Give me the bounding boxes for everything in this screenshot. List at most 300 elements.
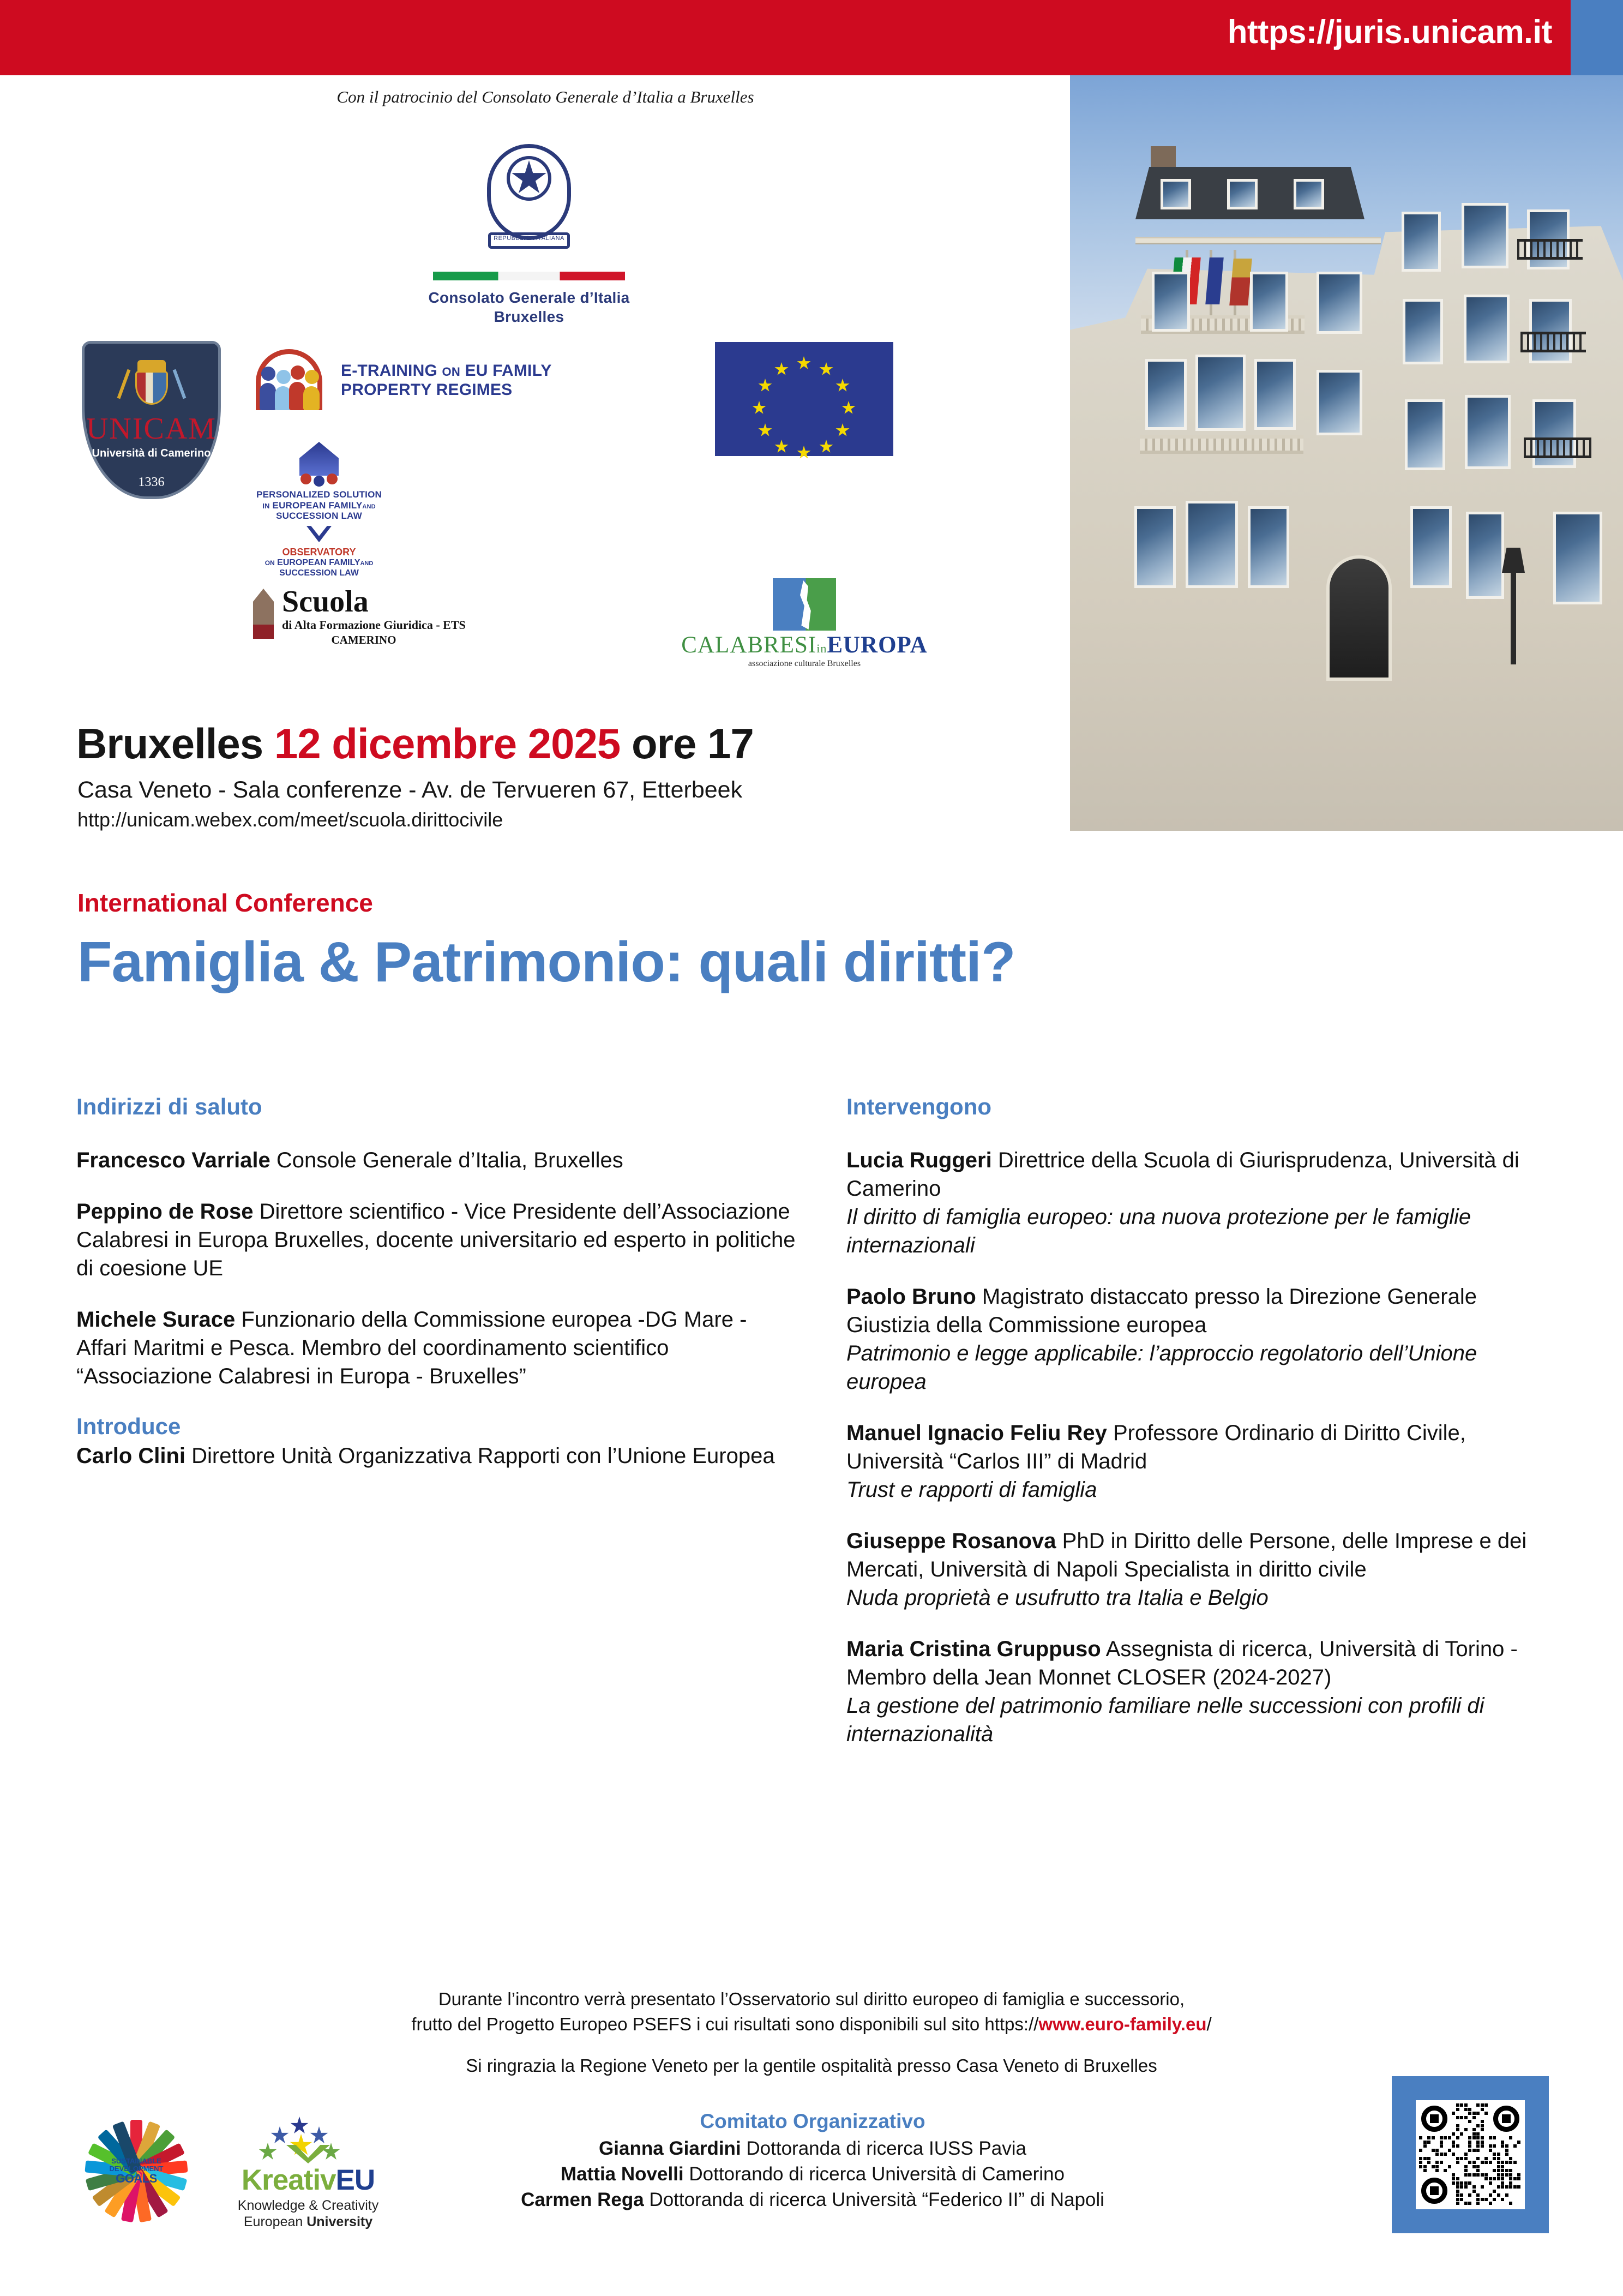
qr-module <box>1505 2144 1508 2148</box>
qr-module <box>1476 2132 1480 2136</box>
qr-module <box>1489 2144 1492 2148</box>
qr-code-icon <box>1416 2100 1525 2209</box>
qr-module <box>1435 2149 1439 2152</box>
qr-module <box>1489 2193 1492 2197</box>
unicam-crest-icon <box>119 360 184 409</box>
greeting-entry <box>76 1305 796 1390</box>
greeting-entry <box>76 1146 796 1174</box>
facade-window <box>1403 299 1443 364</box>
qr-module <box>1501 2198 1504 2201</box>
qr-module <box>1456 2103 1459 2107</box>
qr-module <box>1481 2120 1484 2123</box>
qr-module <box>1472 2132 1476 2136</box>
scuola-word: Scuola <box>282 585 369 619</box>
qr-module <box>1517 2185 1520 2189</box>
qr-module <box>1484 2161 1488 2164</box>
dormer-window <box>1227 179 1258 209</box>
speaker-name: Giuseppe Rosanova <box>846 1529 1056 1553</box>
qr-module <box>1468 2108 1471 2111</box>
qr-module <box>1517 2177 1520 2180</box>
qr-module <box>1476 2169 1480 2172</box>
qr-module <box>1513 2161 1517 2164</box>
event-time: ore 17 <box>631 720 754 768</box>
qr-module <box>1489 2202 1492 2205</box>
qr-module <box>1464 2108 1468 2111</box>
qr-module <box>1435 2161 1439 2164</box>
speaker-entry <box>846 1527 1555 1612</box>
qr-module <box>1481 2124 1484 2127</box>
italian-republic-emblem-icon <box>483 136 575 262</box>
qr-module <box>1493 2190 1496 2193</box>
speaker-entry <box>846 1419 1555 1504</box>
qr-module <box>1505 2193 1508 2197</box>
observatory-note <box>130 1987 1493 2036</box>
qr-module <box>1452 2153 1455 2156</box>
qr-module <box>1472 2136 1476 2139</box>
committee-member <box>327 2187 1298 2213</box>
balustrade <box>1140 435 1303 454</box>
qr-module <box>1452 2177 1455 2180</box>
qr-module <box>1452 2144 1455 2148</box>
qr-module <box>1476 2136 1480 2139</box>
qr-module <box>1440 2153 1443 2156</box>
committee-member-name: Carmen Rega <box>521 2189 644 2210</box>
qr-module <box>1476 2103 1480 2107</box>
facade-window <box>1529 299 1572 363</box>
qr-module <box>1423 2157 1427 2160</box>
qr-module <box>1481 2136 1484 2139</box>
qr-module <box>1501 2141 1504 2144</box>
speaker-entry <box>846 1635 1555 1748</box>
qr-module <box>1509 2202 1512 2205</box>
italian-tricolore-icon <box>433 272 625 280</box>
qr-module <box>1464 2185 1468 2189</box>
qr-module <box>1509 2181 1512 2185</box>
event-date: 12 dicembre 2025 <box>274 720 621 768</box>
qr-module <box>1468 2112 1471 2115</box>
facade-window <box>1465 395 1511 469</box>
speaker-role: Console Generale d’Italia, Bruxelles <box>270 1148 623 1172</box>
qr-module <box>1444 2136 1447 2139</box>
speaker-name: Peppino de Rose <box>76 1200 254 1224</box>
people-icon <box>297 473 341 485</box>
qr-module <box>1493 2157 1496 2160</box>
qr-module <box>1440 2144 1443 2148</box>
qr-module <box>1448 2165 1451 2168</box>
qr-module <box>1493 2153 1496 2156</box>
qr-module <box>1464 2157 1468 2160</box>
qr-module <box>1456 2116 1459 2119</box>
speakers-heading: Intervengono <box>846 1094 992 1119</box>
qr-module <box>1497 2193 1500 2197</box>
introduce-entry <box>76 1442 796 1470</box>
scuola-subtitle: di Alta Formazione Giuridica - ETS <box>282 618 466 632</box>
speaker-talk-title: Patrimonio e legge applicabile: l’approccio regolatorio dell’Unione europea <box>846 1341 1477 1394</box>
greeting-entry <box>76 1197 796 1282</box>
speaker-talk-title: La gestione del patrimonio familiare nelle successioni con profili di internazionalità <box>846 1694 1484 1746</box>
building-entrance-door <box>1326 555 1392 681</box>
speaker-name: Lucia Ruggeri <box>846 1148 992 1172</box>
qr-module <box>1481 2144 1484 2148</box>
qr-module <box>1456 2202 1459 2205</box>
observatory-line1-c: AND <box>360 560 374 567</box>
qr-module <box>1452 2132 1455 2136</box>
qr-module <box>1497 2173 1500 2177</box>
emblem-ribbon-text: REPUBBLICA ITALIANA <box>494 235 564 242</box>
etraining-logo <box>248 348 717 419</box>
speaker-talk-title: Trust e rapporti di famiglia <box>846 1478 1097 1502</box>
committee-member-role: Dottorando di ricerca Università di Camerino <box>683 2163 1065 2185</box>
iron-balcony <box>1517 239 1583 260</box>
chevron-down-icon <box>306 526 332 542</box>
unicam-logo <box>82 341 221 499</box>
qr-module <box>1468 2136 1471 2139</box>
qr-module <box>1456 2181 1459 2185</box>
facade-window <box>1553 512 1602 604</box>
qr-module <box>1448 2149 1451 2152</box>
qr-module <box>1435 2169 1439 2172</box>
calabresi-word1: CALABRESI <box>681 632 817 658</box>
qr-module <box>1472 2161 1476 2164</box>
qr-module <box>1456 2136 1459 2139</box>
facade-window <box>1254 359 1296 430</box>
event-dateline <box>76 719 1053 769</box>
qr-module <box>1489 2161 1492 2164</box>
psefs-line1: PERSONALIZED SOLUTION <box>256 489 382 500</box>
qr-module <box>1456 2193 1459 2197</box>
facade-window <box>1462 203 1508 268</box>
sdg-wheel-logo <box>82 2117 191 2226</box>
qr-module <box>1423 2165 1427 2168</box>
qr-module <box>1460 2116 1463 2119</box>
qr-module <box>1497 2185 1500 2189</box>
qr-module <box>1456 2128 1459 2131</box>
qr-module <box>1476 2141 1480 2144</box>
observatory-line2: SUCCESSION LAW <box>279 568 359 578</box>
qr-module <box>1509 2173 1512 2177</box>
speakers-column <box>846 1094 1555 1771</box>
qr-module <box>1472 2112 1476 2115</box>
kreativeu-name-b: EU <box>335 2164 375 2196</box>
speaker-role: PhD in Diritto delle Persone, delle Imprese e dei Mercati, Università di Napoli Specialista in diritto civile <box>846 1529 1527 1581</box>
qr-module <box>1464 2165 1468 2168</box>
speaker-role: Magistrato distaccato presso la Direzione Generale Giustizia della Commissione europea <box>846 1285 1477 1337</box>
speaker-name: Michele Surace <box>76 1308 236 1332</box>
event-city: Bruxelles <box>76 720 263 768</box>
qr-module <box>1452 2141 1455 2144</box>
speaker-role: Direttore scientifico - Vice Presidente dell’Associazione Calabresi in Europa Bruxelles, docente universitario ed esperto in politiche di coesione UE <box>76 1200 796 1280</box>
qr-module <box>1476 2149 1480 2152</box>
qr-module <box>1476 2157 1480 2160</box>
qr-module <box>1476 2173 1480 2177</box>
event-venue: Casa Veneto - Sala conferenze - Av. de Tervueren 67, Etterbeek <box>77 777 743 803</box>
qr-module <box>1481 2141 1484 2144</box>
qr-module <box>1464 2116 1468 2119</box>
cornice <box>1135 237 1381 244</box>
dormer-window <box>1161 179 1191 209</box>
qr-module <box>1427 2157 1430 2160</box>
arch-icon <box>248 589 279 639</box>
qr-module <box>1468 2173 1471 2177</box>
qr-module <box>1435 2165 1439 2168</box>
facade-window <box>1317 272 1362 334</box>
qr-module <box>1468 2144 1471 2148</box>
speaker-role: Professore Ordinario di Diritto Civile, Università “Carlos III” di Madrid <box>846 1421 1466 1473</box>
qr-module <box>1493 2144 1496 2148</box>
kreativeu-sub2-b: University <box>306 2214 373 2229</box>
qr-module <box>1481 2185 1484 2189</box>
committee-heading: Comitato Organizzativo <box>700 2110 925 2132</box>
qr-module <box>1501 2169 1504 2172</box>
qr-module <box>1472 2185 1476 2189</box>
etraining-label-a: E-TRAINING <box>341 362 437 380</box>
speaker-talk-title: Il diritto di famiglia europeo: una nuova protezione per le famiglie internazionali <box>846 1205 1471 1257</box>
qr-module <box>1501 2173 1504 2177</box>
kreativeu-logo <box>218 2117 398 2230</box>
speaker-name: Carlo Clini <box>76 1444 186 1468</box>
facade-window <box>1402 212 1441 272</box>
kreativeu-sub1: Knowledge & Creativity <box>237 2198 379 2213</box>
qr-module <box>1505 2185 1508 2189</box>
qr-module <box>1497 2169 1500 2172</box>
facade-window <box>1134 506 1176 588</box>
qr-module <box>1468 2149 1471 2152</box>
qr-module <box>1464 2153 1468 2156</box>
calabresi-subtitle: associazione culturale Bruxelles <box>748 659 861 668</box>
qr-module <box>1493 2177 1496 2180</box>
unicam-subtitle: Università di Camerino <box>92 447 211 459</box>
qr-module <box>1501 2177 1504 2180</box>
committee-member-name: Mattia Novelli <box>561 2163 684 2185</box>
qr-module <box>1452 2112 1455 2115</box>
qr-module <box>1484 2103 1488 2107</box>
facade-window <box>1410 506 1452 588</box>
qr-module <box>1497 2161 1500 2164</box>
unicam-name: UNICAM <box>86 412 217 446</box>
qr-module <box>1444 2169 1447 2172</box>
qr-module <box>1456 2185 1459 2189</box>
qr-module <box>1489 2177 1492 2180</box>
qr-module <box>1456 2198 1459 2201</box>
facade-window <box>1317 370 1362 435</box>
speaker-role: Funzionario della Commissione europea -DG Mare - Affari Maritmi e Pesca. Membro del coordinamento scientifico “Associazione Calabresi in Europa - Bruxelles” <box>76 1308 747 1388</box>
committee-member-role: Dottoranda di ricerca IUSS Pavia <box>741 2138 1026 2159</box>
consolato-line2: Bruxelles <box>494 308 564 325</box>
qr-code-box[interactable] <box>1392 2076 1549 2233</box>
consolato-line1: Consolato Generale d’Italia <box>428 289 630 306</box>
qr-module <box>1419 2157 1422 2160</box>
qr-module <box>1419 2161 1422 2164</box>
qr-module <box>1472 2173 1476 2177</box>
qr-module <box>1497 2153 1500 2156</box>
qr-module <box>1460 2157 1463 2160</box>
qr-module <box>1481 2173 1484 2177</box>
qr-module <box>1427 2141 1430 2144</box>
qr-module <box>1501 2181 1504 2185</box>
qr-module <box>1472 2128 1476 2131</box>
sdg-label <box>106 2157 166 2185</box>
speaker-name: Manuel Ignacio Feliu Rey <box>846 1421 1107 1445</box>
qr-module <box>1501 2165 1504 2168</box>
qr-module <box>1509 2185 1512 2189</box>
qr-module <box>1481 2103 1484 2107</box>
observatory-line1-a: ON <box>265 559 275 567</box>
qr-module <box>1484 2157 1488 2160</box>
facade-window <box>1464 295 1510 363</box>
speaker-role: Direttrice della Scuola di Giurisprudenza, Università di Camerino <box>846 1148 1519 1201</box>
eu-flag-icon <box>715 342 893 456</box>
qr-module <box>1427 2161 1430 2164</box>
qr-module <box>1497 2165 1500 2168</box>
qr-module <box>1440 2161 1443 2164</box>
qr-module <box>1476 2165 1480 2168</box>
qr-module <box>1448 2136 1451 2139</box>
qr-module <box>1481 2128 1484 2131</box>
observatory-line1-b: EUROPEAN FAMILY <box>277 558 360 568</box>
committee-member <box>327 2162 1298 2187</box>
qr-module <box>1460 2132 1463 2136</box>
committee-member-role: Dottoranda di ricerca Università “Federico II” di Napoli <box>644 2189 1104 2210</box>
qr-module <box>1468 2161 1471 2164</box>
qr-module <box>1493 2198 1496 2201</box>
qr-module <box>1468 2120 1471 2123</box>
committee-member-name: Gianna Giardini <box>599 2138 741 2159</box>
qr-module <box>1432 2165 1435 2168</box>
facade-window <box>1186 501 1238 588</box>
psefs-line2-c: AND <box>362 503 376 510</box>
qr-module <box>1423 2141 1427 2144</box>
greetings-heading: Indirizzi di saluto <box>76 1094 262 1119</box>
psefs-line2-b: EUROPEAN FAMILY <box>272 500 363 511</box>
qr-module <box>1468 2141 1471 2144</box>
consolato-logo <box>414 136 644 326</box>
speaker-entry <box>846 1146 1555 1260</box>
qr-module <box>1505 2153 1508 2156</box>
qr-module <box>1476 2124 1480 2127</box>
qr-module <box>1456 2190 1459 2193</box>
patronage-line: Con il patrocinio del Consolato Generale d’Italia a Bruxelles <box>336 87 754 106</box>
speaker-entry <box>846 1282 1555 1396</box>
iron-balcony <box>1520 332 1586 352</box>
committee-member <box>327 2136 1298 2162</box>
qr-module <box>1509 2161 1512 2164</box>
kreativeu-sub2-a: European <box>243 2214 307 2229</box>
top-red-banner <box>0 0 1623 75</box>
qr-module <box>1481 2108 1484 2111</box>
site-url-link[interactable]: https://juris.unicam.it <box>1227 14 1552 50</box>
qr-module <box>1484 2173 1488 2177</box>
qr-module <box>1517 2141 1520 2144</box>
qr-module <box>1505 2149 1508 2152</box>
qr-module <box>1456 2144 1459 2148</box>
qr-module <box>1464 2181 1468 2185</box>
qr-module <box>1456 2157 1459 2160</box>
calabresi-word2: in <box>816 642 827 655</box>
qr-module <box>1497 2157 1500 2160</box>
qr-module <box>1435 2153 1439 2156</box>
page-title: Famiglia & Patrimonio: quali diritti? <box>77 931 1015 994</box>
etraining-label-b: ON <box>442 365 460 379</box>
event-webex-link[interactable]: http://unicam.webex.com/meet/scuola.dirittocivile <box>77 808 503 831</box>
qr-module <box>1472 2165 1476 2168</box>
observatory-note-line2: frutto del Progetto Europeo PSEFS i cui risultati sono disponibili sul sito https:// <box>411 2013 1039 2034</box>
qr-module <box>1513 2185 1517 2189</box>
qr-module <box>1489 2149 1492 2152</box>
qr-module <box>1509 2177 1512 2180</box>
speaker-name: Paolo Bruno <box>846 1285 976 1309</box>
kreativeu-stars-icon <box>218 2117 398 2162</box>
qr-module <box>1476 2193 1480 2197</box>
qr-module <box>1460 2198 1463 2201</box>
qr-module <box>1419 2165 1422 2168</box>
qr-module <box>1493 2169 1496 2172</box>
unicam-founding-year: 1336 <box>138 475 165 489</box>
sdg-line2: DEVELOPMENT <box>109 2164 164 2173</box>
dormer-window <box>1294 179 1324 209</box>
kreativeu-name-a: Kreativ <box>241 2164 336 2196</box>
qr-module <box>1432 2136 1435 2139</box>
qr-module <box>1513 2144 1517 2148</box>
psefs-line2-a: IN <box>262 501 270 510</box>
speaker-name: Francesco Varriale <box>76 1148 270 1172</box>
euro-family-link[interactable]: www.euro-family.eu <box>1038 2013 1207 2034</box>
qr-module <box>1419 2149 1422 2152</box>
qr-module <box>1456 2108 1459 2111</box>
qr-module <box>1464 2128 1468 2131</box>
qr-module <box>1501 2144 1504 2148</box>
facade-window <box>1466 512 1504 599</box>
sdg-line3: GOALS <box>116 2172 157 2186</box>
observatory-note-line1: Durante l’incontro verrà presentato l’Osservatorio sul diritto europeo di famiglia e successorio, <box>438 1989 1185 2009</box>
facade-window <box>1145 359 1187 430</box>
qr-module <box>1452 2181 1455 2185</box>
venue-building-photo <box>1070 75 1623 831</box>
qr-module <box>1460 2193 1463 2197</box>
qr-module <box>1509 2157 1512 2160</box>
qr-module <box>1419 2136 1422 2139</box>
qr-module <box>1464 2202 1468 2205</box>
qr-module <box>1464 2169 1468 2172</box>
greetings-column <box>76 1094 796 1493</box>
qr-module <box>1423 2169 1427 2172</box>
conference-kicker: International Conference <box>77 889 373 917</box>
qr-module <box>1440 2141 1443 2144</box>
banner-blue-strip <box>1571 0 1623 75</box>
qr-module <box>1484 2112 1488 2115</box>
etraining-label-c: EU FAMILY <box>465 362 552 380</box>
qr-module <box>1427 2136 1430 2139</box>
facade-window <box>1152 272 1190 332</box>
facade-window <box>1250 272 1288 332</box>
scuola-city: CAMERINO <box>331 633 396 646</box>
qr-module <box>1432 2149 1435 2152</box>
qr-module <box>1484 2198 1488 2201</box>
qr-module <box>1460 2181 1463 2185</box>
qr-module <box>1489 2181 1492 2185</box>
qr-module <box>1481 2198 1484 2201</box>
qr-module <box>1468 2193 1471 2197</box>
etraining-family-icon <box>248 348 330 412</box>
psefs-line3: SUCCESSION LAW <box>276 511 362 521</box>
qr-module <box>1476 2112 1480 2115</box>
observatory-title: OBSERVATORY <box>282 547 356 558</box>
qr-module <box>1501 2185 1504 2189</box>
organizing-committee <box>327 2110 1298 2213</box>
qr-module <box>1501 2161 1504 2164</box>
calabresi-word3: EUROPA <box>827 632 928 658</box>
qr-module <box>1489 2136 1492 2139</box>
calabresi-europa-logo <box>676 578 933 669</box>
